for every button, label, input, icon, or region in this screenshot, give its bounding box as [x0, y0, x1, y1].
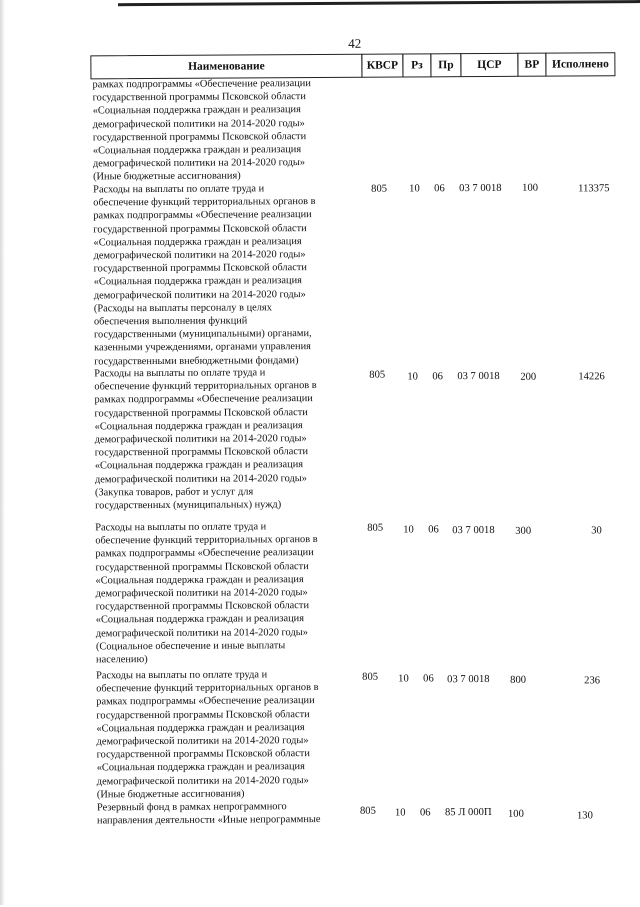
table-row-name: Расходы на выплаты по оплате труда и обеспечение функций территориальных органов в рамках подпрограммы «Обеспечение реализации государственной программы Псковской области «Социальная поддержка граждан и реализация демографической политики на 2014-2020 годы» государственной программы Псковской области «Социальная поддержка граждан и реализация демографической политики на 2014-2020 годы» (Закупка товаров, работ и услуг для государственных (муниципальных) нужд)	[94, 367, 317, 512]
table-row-name: Расходы на выплаты по оплате труда и обеспечение функций территориальных органов в рамках подпрограммы «Обеспечение реализации государственной программы Псковской области «Социальная поддержка граждан и реализация демографической политики на 2014-2020 годы» государственной программы Псковской области «Социальная поддержка граждан и реализация демографической политики на 2014-2020 годы» (Расходы на выплаты персоналу в целях обеспечения выполнения функций государственными (муниципальными) органами, казенными учреждениями, органами управления государственными внебюджетными фондами)	[93, 183, 316, 368]
cell-vr: 200	[520, 371, 537, 383]
cell-pr: 06	[428, 524, 439, 536]
table-row-name: Расходы на выплаты по оплате труда и обеспечение функций территориальных органов в рамках подпрограммы «Обеспечение реализации государственной программы Псковской области «Социальная поддержка граждан и реализация демографической политики на 2014-2020 годы» государственной программы Псковской области «Социальная поддержка граждан и реализация демографической политики на 2014-2020 годы» (Иные бюджетные ассигнования)	[96, 669, 319, 801]
cell-pr: 06	[432, 371, 443, 383]
cell-pr: 06	[434, 183, 445, 195]
table-row-name: Резервный фонд в рамках непрограммного направления деятельности «Иные непрограммные	[96, 801, 321, 827]
table-row-name: рамках подпрограммы «Обеспечение реализации государственной программы Псковской области «Социальная поддержка граждан и реализация демографической политики на 2014-2020 годы» государственной программы Псковской области «Социальная поддержка граждан и реализация демографической политики на 2014-2020 годы» (Иные бюджетные ассигнования)	[92, 78, 311, 183]
cell-rz: 10	[403, 524, 414, 536]
cell-rz: 10	[398, 673, 409, 685]
cell-rz: 10	[409, 183, 420, 195]
cell-kvsr: 805	[359, 805, 376, 817]
cell-executed: 14226	[578, 371, 605, 383]
header-kvsr: КВСР	[361, 53, 403, 77]
cell-csr: 03 7 0018	[457, 370, 500, 383]
cell-csr: 03 7 0018	[447, 673, 490, 686]
header-name: Наименование	[90, 54, 362, 80]
cell-kvsr: 805	[369, 369, 386, 381]
cell-csr: 03 7 0018	[452, 524, 495, 537]
cell-kvsr: 805	[367, 522, 384, 534]
cell-csr: 03 7 0018	[459, 182, 502, 195]
cell-executed: 130	[576, 810, 593, 822]
header-vr: ВР	[517, 53, 546, 77]
header-csr: ЦСР	[460, 53, 518, 77]
cell-rz: 10	[394, 807, 406, 819]
cell-kvsr: 805	[371, 183, 388, 195]
cell-rz: 10	[407, 371, 418, 383]
cell-executed: 30	[591, 525, 602, 537]
cell-vr: 300	[515, 525, 532, 537]
top-border-line	[118, 0, 640, 6]
cell-csr: 85 Л 000П	[444, 806, 492, 819]
cell-executed: 113375	[578, 183, 610, 195]
page-number: 42	[348, 35, 362, 51]
cell-pr: 06	[419, 807, 431, 819]
cell-pr: 06	[423, 673, 434, 685]
cell-vr: 800	[510, 674, 527, 686]
cell-executed: 236	[584, 675, 601, 687]
header-rz: Рз	[402, 53, 431, 77]
table-row-name: Расходы на выплаты по оплате труда и обеспечение функций территориальных органов в рамках подпрограммы «Обеспечение реализации государственной программы Псковской области «Социальная поддержка граждан и реализация демографической политики на 2014-2020 годы» государственной программы Псковской области «Социальная поддержка граждан и реализация демографической политики на 2014-2020 годы» (Социальное обеспечение и иные выплаты населению)	[95, 521, 318, 666]
cell-vr: 100	[522, 182, 539, 194]
header-pr: Пр	[430, 53, 461, 77]
cell-kvsr: 805	[362, 671, 379, 683]
header-executed: Исполнено	[545, 52, 615, 76]
cell-vr: 100	[507, 808, 524, 820]
